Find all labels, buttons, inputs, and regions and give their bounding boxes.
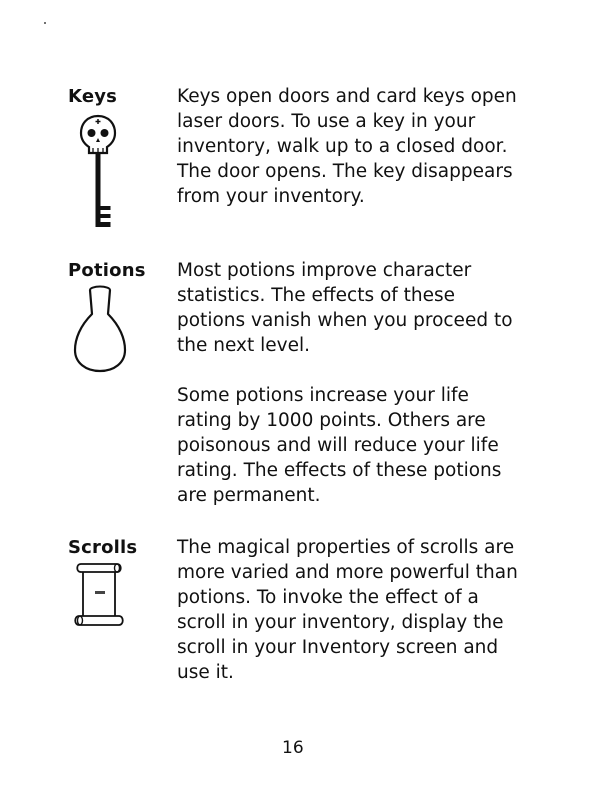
- potion-flask-icon: [70, 284, 130, 378]
- scroll-icon: [73, 560, 127, 634]
- keys-description: Keys open doors and card keys open laser doors. To use a key in your inventory, walk up to a closed door. The door opens. The key disappears from your inventory.: [177, 86, 517, 207]
- potions-heading: Potions: [68, 260, 146, 281]
- skull-key-icon: [76, 112, 120, 234]
- keys-heading: Keys: [68, 86, 118, 107]
- print-speck: [44, 22, 46, 24]
- scrolls-description: The magical properties of scrolls are more varied and more powerful than potions. To invoke the effect of a scroll in your inventory, display the scroll in your Inventory screen and use it.: [177, 537, 518, 683]
- potions-description: Most potions improve character statistics. The effects of these potions vanish when you proceed to the next level.: [177, 260, 513, 356]
- potions-effects-description: Some potions increase your life rating by 1000 points. Others are poisonous and will reduce your life rating. The effects of these potions are permanent.: [177, 385, 502, 506]
- page-number: 16: [282, 738, 304, 758]
- scrolls-heading: Scrolls: [68, 537, 138, 558]
